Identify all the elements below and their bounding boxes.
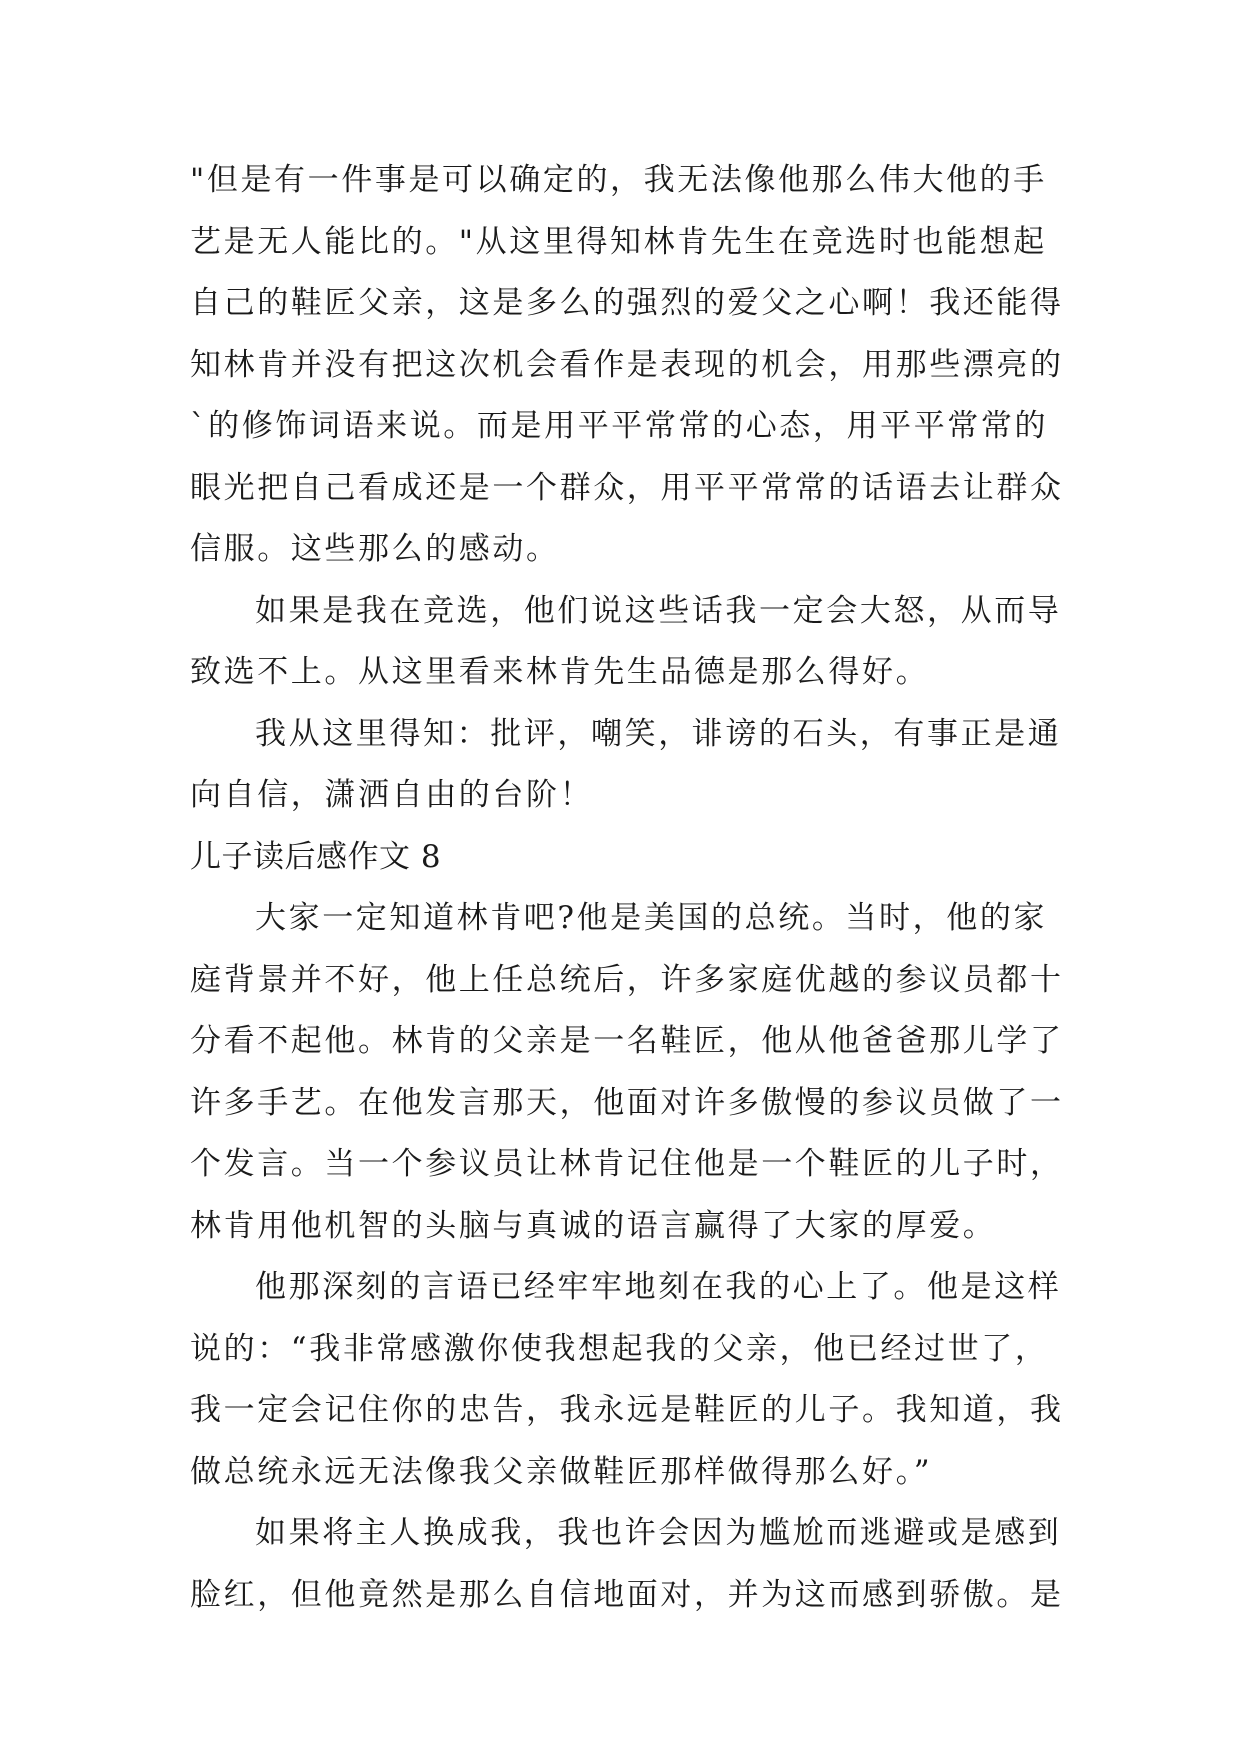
text-line: 他那深刻的言语已经牢牢地刻在我的心上了。他是这样: [255, 1269, 1062, 1305]
document-body: [190, 150, 1070, 1626]
text-line: 致选不上。从这里看来林肯先生品德是那么得好。: [190, 654, 930, 690]
text-line: 我一定会记住你的忠告，我永远是鞋匠的儿子。我知道，我: [190, 1392, 1064, 1428]
text-line: 说的：“我非常感激你使我想起我的父亲，他已经过世了，: [190, 1330, 1049, 1367]
text-line: 庭背景并不好，他上任总统后，许多家庭优越的参议员都十: [190, 961, 1064, 998]
text-line: 如果是我在竞选，他们说这些话我一定会大怒，从而导: [255, 592, 1062, 629]
text-line: 向自信，潇洒自由的台阶！: [190, 777, 594, 813]
text-line: 知林肯并没有把这次机会看作是表现的机会，用那些漂亮的: [190, 346, 1064, 383]
text-line: `的修饰词语来说。而是用平平常常的心态，用平平常常的: [190, 408, 1049, 444]
text-line: "但是有一件事是可以确定的，我无法像他那么伟大他的手: [190, 162, 1047, 198]
text-line: 脸红，但他竟然是那么自信地面对，并为这而感到骄傲。是: [190, 1576, 1064, 1613]
paragraph: [190, 1257, 1070, 1503]
paragraph: [190, 150, 1070, 581]
text-line: 艺是无人能比的。"从这里得知林肯先生在竞选时也能想起: [190, 223, 1047, 260]
text-line: 眼光把自己看成还是一个群众，用平平常常的话语去让群众: [190, 469, 1064, 506]
paragraph: [190, 581, 1070, 704]
paragraph: [190, 888, 1070, 1257]
text-line: 林肯用他机智的头脑与真诚的语言赢得了大家的厚爱。: [190, 1207, 997, 1244]
text-line: 我从这里得知：批评，嘲笑，诽谤的石头，有事正是通: [255, 715, 1062, 752]
text-line: 自己的鞋匠父亲，这是多么的强烈的爱父之心啊！我还能得: [190, 285, 1064, 321]
paragraph: [190, 1503, 1070, 1626]
text-line: 许多手艺。在他发言那天，他面对许多傲慢的参议员做了一: [190, 1084, 1064, 1121]
text-line: 做总统永远无法像我父亲做鞋匠那样做得那么好。”: [190, 1453, 933, 1490]
paragraph: [190, 704, 1070, 827]
text-line: 个发言。当一个参议员让林肯记住他是一个鞋匠的儿子时，: [190, 1146, 1064, 1182]
text-line: 信服。这些那么的感动。: [190, 531, 560, 567]
text-line: 分看不起他。林肯的父亲是一名鞋匠，他从他爸爸那儿学了: [190, 1023, 1064, 1059]
text-line: 大家一定知道林肯吧?他是美国的总统。当时，他的家: [255, 900, 1048, 936]
section-heading: 儿子读后感作文 8: [190, 838, 442, 875]
text-line: 如果将主人换成我，我也许会因为尴尬而逃避或是感到: [255, 1515, 1062, 1551]
